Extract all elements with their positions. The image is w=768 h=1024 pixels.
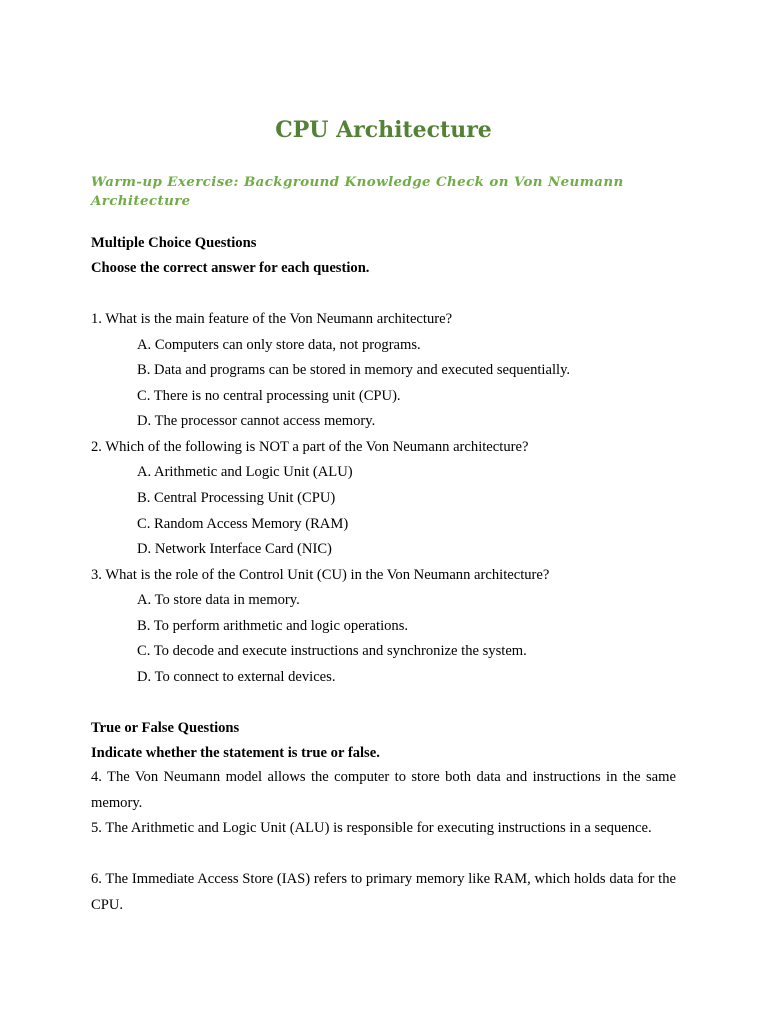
question-1-option-d: D. The processor cannot access memory. [137,413,376,429]
question-2-option-b: B. Central Processing Unit (CPU) [137,490,336,506]
question-3-option-d: D. To connect to external devices. [137,669,336,685]
question-1-option-a: A. Computers can only store data, not programs. [137,337,421,353]
statement-4: 4. The Von Neumann model allows the computer to store both data and instructions in the same memory. [91,769,676,811]
question-1-option-c: C. There is no central processing unit (CPU). [137,388,401,404]
statement-6: 6. The Immediate Access Store (IAS) refers to primary memory like RAM, which holds data for the CPU. [91,871,676,913]
tf-instruction: Indicate whether the statement is true or false. [91,745,380,761]
question-1-option-b: B. Data and programs can be stored in memory and executed sequentially. [137,362,571,378]
mcq-instruction: Choose the correct answer for each question. [91,260,370,276]
question-2-option-c: C. Random Access Memory (RAM) [137,516,349,532]
question-2: 2. Which of the following is NOT a part of the Von Neumann architecture? [91,439,529,455]
question-3: 3. What is the role of the Control Unit (CU) in the Von Neumann architecture? [91,567,550,583]
question-1: 1. What is the main feature of the Von Neumann architecture? [91,311,453,327]
question-2-option-a: A. Arithmetic and Logic Unit (ALU) [137,464,353,480]
question-3-option-a: A. To store data in memory. [137,592,300,608]
page-title: CPU Architecture [275,117,492,143]
question-3-option-b: B. To perform arithmetic and logic operations. [137,618,409,634]
question-3-option-c: C. To decode and execute instructions and synchronize the system. [137,643,527,659]
question-2-option-d: D. Network Interface Card (NIC) [137,541,332,557]
statement-5: 5. The Arithmetic and Logic Unit (ALU) is responsible for executing instructions in a sequence. [91,820,652,836]
mcq-heading: Multiple Choice Questions [91,235,257,251]
page-subtitle: Warm-up Exercise: Background Knowledge Check on Von Neumann Architecture [91,174,624,209]
tf-heading: True or False Questions [91,720,240,736]
